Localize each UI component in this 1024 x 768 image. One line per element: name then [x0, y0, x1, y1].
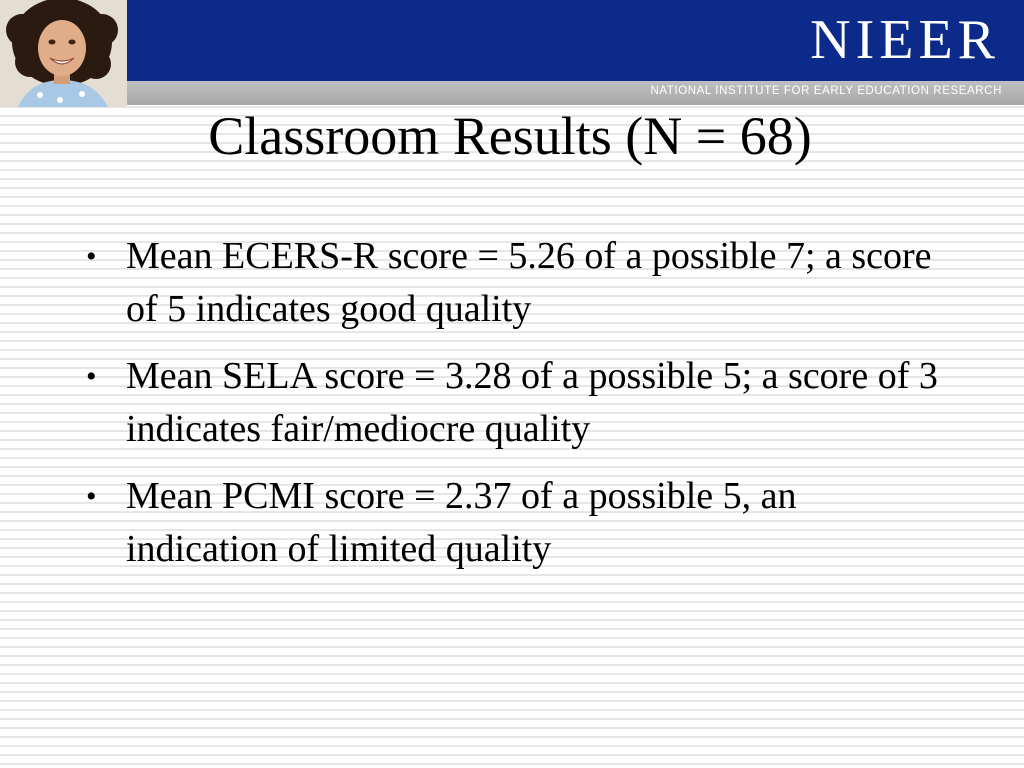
bullet-text: Mean SELA score = 3.28 of a possible 5; a score of 3 indicates fair/mediocre quality [126, 355, 938, 450]
bullet-text: Mean PCMI score = 2.37 of a possible 5, an indication of limited quality [126, 475, 797, 570]
bullet-marker: • [86, 480, 97, 513]
bullet-item [86, 470, 956, 576]
bullet-list [86, 230, 956, 590]
slide-title-text: Classroom Results (N = 68) [208, 106, 812, 166]
child-photo [0, 0, 127, 107]
slide-title [0, 104, 1024, 168]
bullet-item [86, 230, 956, 336]
nieer-logo: NIEER [810, 9, 1000, 71]
bullet-item [86, 350, 956, 456]
bullet-marker: • [86, 240, 97, 273]
nieer-logo-subtitle: NATIONAL INSTITUTE FOR EARLY EDUCATION RESEARCH [650, 85, 1002, 97]
bullet-marker: • [86, 360, 97, 393]
bullet-text: Mean ECERS-R score = 5.26 of a possible 7; a score of 5 indicates good quality [126, 235, 932, 330]
